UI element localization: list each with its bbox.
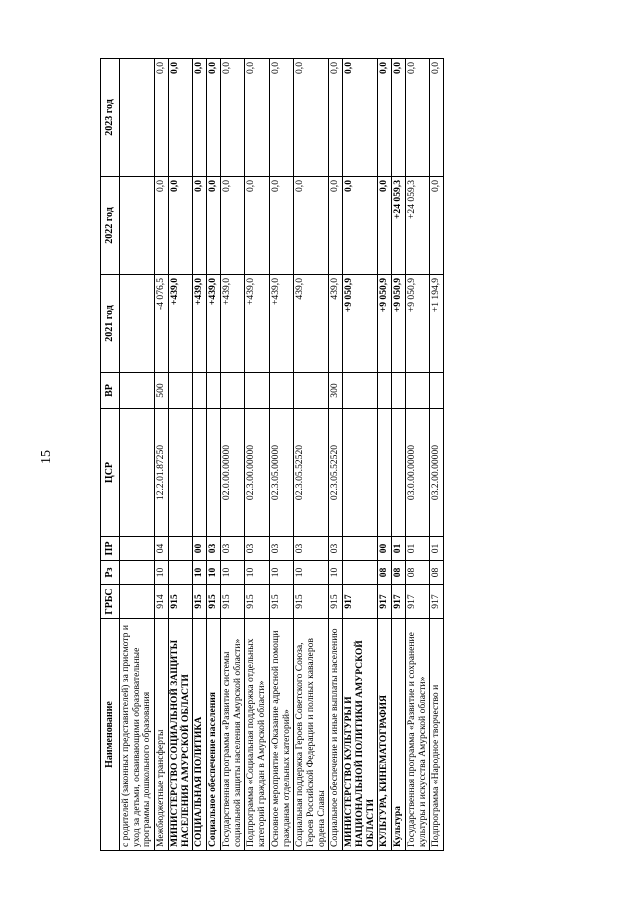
cell-name: МИНИСТЕРСТВО СОЦИАЛЬНОЙ ЗАЩИТЫ НАСЕЛЕНИЯ АМУРСКОЙ ОБЛАСТИ — [168, 619, 192, 851]
cell-name: Социальное обеспечение населения — [207, 619, 221, 851]
table-row — [378, 59, 392, 851]
table-row — [193, 59, 207, 851]
cell-2023: 0,0 — [220, 59, 244, 177]
cell-csr: 02.3.05.52520 — [294, 409, 329, 537]
cell-csr: 02.3.05.00000 — [269, 409, 293, 537]
cell-csr — [207, 409, 221, 537]
cell-2023: 0,0 — [392, 59, 406, 177]
cell-vr — [378, 373, 392, 409]
cell-csr: 03.2.00.00000 — [430, 409, 444, 537]
cell-rz: 10 — [245, 561, 269, 585]
cell-rz: 10 — [207, 561, 221, 585]
cell-csr — [392, 409, 406, 537]
cell-vr — [220, 373, 244, 409]
cell-grbs: 915 — [207, 585, 221, 619]
header-2022: 2022 год — [101, 177, 120, 275]
cell-vr — [168, 373, 192, 409]
header-name: Наименование — [101, 619, 120, 851]
cell-vr — [120, 373, 155, 409]
cell-csr — [193, 409, 207, 537]
cell-2023: 0,0 — [155, 59, 169, 177]
cell-grbs: 915 — [193, 585, 207, 619]
cell-2021: +439,0 — [220, 275, 244, 373]
header-rz: Рз — [101, 561, 120, 585]
cell-vr — [343, 373, 378, 409]
cell-rz: 10 — [329, 561, 343, 585]
cell-vr — [193, 373, 207, 409]
cell-2021: 439,0 — [294, 275, 329, 373]
cell-2021: 439,0 — [329, 275, 343, 373]
cell-rz: 08 — [392, 561, 406, 585]
cell-2022: 0,0 — [294, 177, 329, 275]
cell-2023: 0,0 — [245, 59, 269, 177]
cell-name: с родителей (законных представителей) за присмотр и уход за детьми, осваивающими образовательные программы дошкольного образования — [120, 619, 155, 851]
cell-2022: +24 059,3 — [405, 177, 429, 275]
header-2021: 2021 год — [101, 275, 120, 373]
rotated-table-container — [100, 59, 640, 851]
cell-pr: 03 — [269, 537, 293, 561]
cell-vr — [245, 373, 269, 409]
cell-rz: 08 — [405, 561, 429, 585]
cell-2023: 0,0 — [343, 59, 378, 177]
cell-grbs: 917 — [405, 585, 429, 619]
cell-2023: 0,0 — [378, 59, 392, 177]
table-row — [405, 59, 429, 851]
header-grbs: ГРБС — [101, 585, 120, 619]
cell-csr: 02.3.05.52520 — [329, 409, 343, 537]
cell-name: Культура — [392, 619, 406, 851]
cell-2022: 0,0 — [378, 177, 392, 275]
cell-name: Государственная программа «Развитие и сохранение культуры и искусства Амурской области» — [405, 619, 429, 851]
table-header-row — [101, 59, 120, 851]
header-vr: ВР — [101, 373, 120, 409]
cell-vr — [430, 373, 444, 409]
cell-2021: +439,0 — [269, 275, 293, 373]
cell-2022: 0,0 — [207, 177, 221, 275]
cell-grbs: 915 — [294, 585, 329, 619]
budget-table — [100, 58, 444, 851]
cell-name: Социальное обеспечение и иные выплаты населению — [329, 619, 343, 851]
cell-name: МИНИСТЕРСТВО КУЛЬТУРЫ И НАЦИОНАЛЬНОЙ ПОЛИТИКИ АМУРСКОЙ ОБЛАСТИ — [343, 619, 378, 851]
cell-grbs — [120, 585, 155, 619]
cell-csr — [378, 409, 392, 537]
table-row — [343, 59, 378, 851]
cell-pr: 03 — [294, 537, 329, 561]
cell-2021: +439,0 — [168, 275, 192, 373]
table-row — [294, 59, 329, 851]
table-row — [207, 59, 221, 851]
cell-vr — [294, 373, 329, 409]
cell-csr: 02.0.00.00000 — [220, 409, 244, 537]
cell-2021 — [120, 275, 155, 373]
cell-2022: 0,0 — [245, 177, 269, 275]
cell-2023: 0,0 — [430, 59, 444, 177]
cell-rz: 10 — [220, 561, 244, 585]
table-row — [430, 59, 444, 851]
cell-vr — [207, 373, 221, 409]
header-pr: ПР — [101, 537, 120, 561]
table-row — [245, 59, 269, 851]
cell-rz: 08 — [430, 561, 444, 585]
cell-grbs: 915 — [168, 585, 192, 619]
cell-vr — [269, 373, 293, 409]
cell-2023 — [120, 59, 155, 177]
table-row — [155, 59, 169, 851]
cell-2021: +439,0 — [193, 275, 207, 373]
cell-name: Подпрограмма «Социальная поддержка отдельных категорий граждан в Амурской области» — [245, 619, 269, 851]
cell-grbs: 915 — [220, 585, 244, 619]
cell-2022: 0,0 — [430, 177, 444, 275]
table-row — [220, 59, 244, 851]
cell-2021: +9 050,9 — [343, 275, 378, 373]
cell-rz — [120, 561, 155, 585]
cell-2022: 0,0 — [168, 177, 192, 275]
cell-pr — [343, 537, 378, 561]
cell-pr: 03 — [220, 537, 244, 561]
cell-2023: 0,0 — [405, 59, 429, 177]
cell-2023: 0,0 — [168, 59, 192, 177]
cell-pr: 03 — [245, 537, 269, 561]
cell-rz: 10 — [294, 561, 329, 585]
table-row — [392, 59, 406, 851]
page-number: 15 — [39, 450, 54, 464]
cell-csr — [120, 409, 155, 537]
cell-csr — [343, 409, 378, 537]
cell-2023: 0,0 — [207, 59, 221, 177]
cell-pr — [168, 537, 192, 561]
cell-2022 — [120, 177, 155, 275]
cell-grbs: 915 — [329, 585, 343, 619]
cell-2023: 0,0 — [294, 59, 329, 177]
cell-2022: 0,0 — [220, 177, 244, 275]
header-2023: 2023 год — [101, 59, 120, 177]
cell-2023: 0,0 — [269, 59, 293, 177]
cell-pr: 00 — [378, 537, 392, 561]
cell-csr — [168, 409, 192, 537]
cell-rz — [343, 561, 378, 585]
cell-2021: +9 050,9 — [405, 275, 429, 373]
cell-vr: 500 — [155, 373, 169, 409]
cell-csr: 02.3.00.00000 — [245, 409, 269, 537]
table-row — [269, 59, 293, 851]
cell-grbs: 917 — [392, 585, 406, 619]
cell-grbs: 914 — [155, 585, 169, 619]
cell-vr — [405, 373, 429, 409]
cell-rz: 08 — [378, 561, 392, 585]
cell-grbs: 917 — [343, 585, 378, 619]
cell-rz: 10 — [155, 561, 169, 585]
cell-name: Государственная программа «Развитие системы социальной защиты населения Амурской области» — [220, 619, 244, 851]
cell-grbs: 915 — [269, 585, 293, 619]
cell-rz: 10 — [269, 561, 293, 585]
cell-2022: +24 059,3 — [392, 177, 406, 275]
table-body — [120, 59, 444, 851]
header-csr: ЦСР — [101, 409, 120, 537]
cell-pr: 01 — [405, 537, 429, 561]
cell-grbs: 917 — [430, 585, 444, 619]
cell-pr: 03 — [329, 537, 343, 561]
cell-csr: 12.2.01.87250 — [155, 409, 169, 537]
cell-pr: 00 — [193, 537, 207, 561]
cell-name: СОЦИАЛЬНАЯ ПОЛИТИКА — [193, 619, 207, 851]
cell-grbs: 915 — [245, 585, 269, 619]
cell-name: Социальная поддержка Героев Советского Союза, Героев Российской Федерации и полных кавалеров ордена Славы — [294, 619, 329, 851]
cell-2023: 0,0 — [329, 59, 343, 177]
cell-grbs: 917 — [378, 585, 392, 619]
cell-2022: 0,0 — [155, 177, 169, 275]
cell-pr: 01 — [430, 537, 444, 561]
cell-2021: +9 050,9 — [392, 275, 406, 373]
cell-pr: 04 — [155, 537, 169, 561]
cell-2022: 0,0 — [343, 177, 378, 275]
table-row — [168, 59, 192, 851]
cell-rz: 10 — [193, 561, 207, 585]
cell-2021: +1 194,9 — [430, 275, 444, 373]
cell-name: Межбюджетные трансферты — [155, 619, 169, 851]
cell-2022: 0,0 — [269, 177, 293, 275]
cell-name: Основное мероприятие «Оказание адресной помощи гражданам отдельных категорий» — [269, 619, 293, 851]
cell-name: Подпрограмма «Народное творчество и — [430, 619, 444, 851]
cell-2021: +9 050,9 — [378, 275, 392, 373]
cell-vr — [392, 373, 406, 409]
cell-2023: 0,0 — [193, 59, 207, 177]
cell-2021: +439,0 — [207, 275, 221, 373]
cell-pr: 01 — [392, 537, 406, 561]
cell-pr: 03 — [207, 537, 221, 561]
table-row — [120, 59, 155, 851]
cell-2022: 0,0 — [193, 177, 207, 275]
cell-vr: 300 — [329, 373, 343, 409]
table-row — [329, 59, 343, 851]
cell-2021: +439,0 — [245, 275, 269, 373]
cell-name: КУЛЬТУРА, КИНЕМАТОГРАФИЯ — [378, 619, 392, 851]
cell-2021: -4 076,5 — [155, 275, 169, 373]
cell-csr: 03.0.00.00000 — [405, 409, 429, 537]
cell-pr — [120, 537, 155, 561]
cell-rz — [168, 561, 192, 585]
cell-2022: 0,0 — [329, 177, 343, 275]
